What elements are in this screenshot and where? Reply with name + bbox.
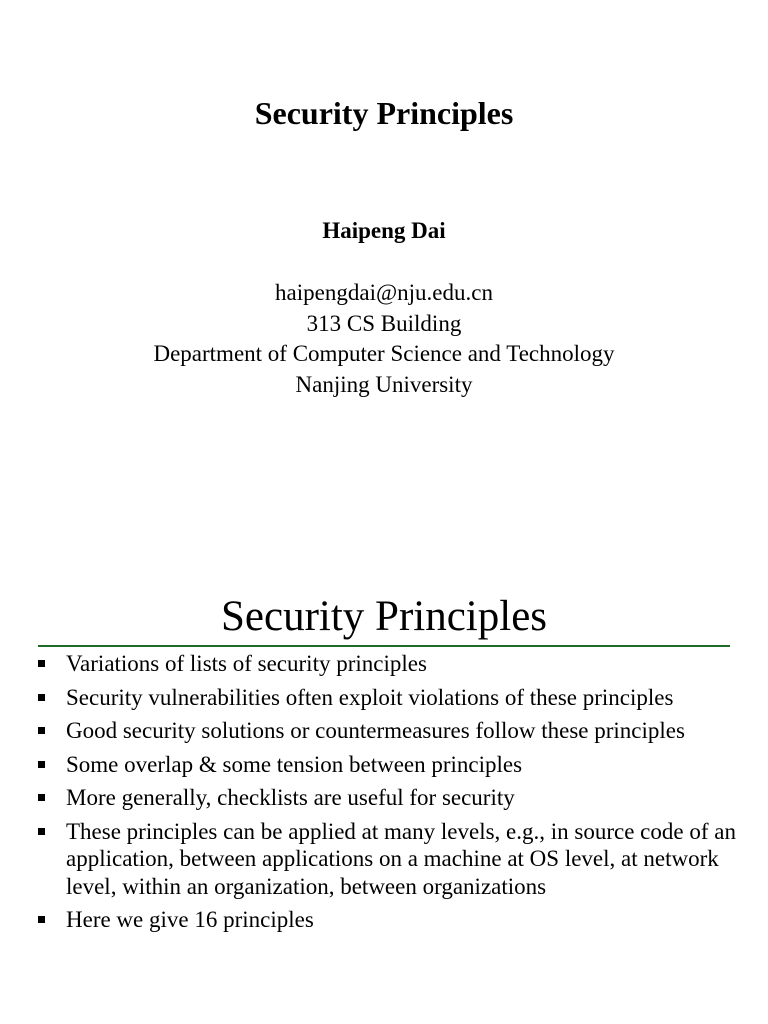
list-item-text: Some overlap & some tension between principles	[66, 751, 523, 777]
author-email: haipengdai@nju.edu.cn	[275, 280, 493, 305]
square-bullet-icon	[38, 761, 45, 768]
square-bullet-icon	[38, 828, 45, 835]
title-divider	[38, 645, 730, 647]
list-item	[0, 650, 768, 678]
square-bullet-icon	[38, 727, 45, 734]
list-item-text: Security vulnerabilities often exploit violations of these principles	[66, 684, 674, 710]
list-item	[0, 818, 768, 901]
slide-heading: Security Principles	[220, 593, 548, 640]
list-item-text: Variations of lists of security principles	[66, 651, 427, 676]
square-bullet-icon	[38, 660, 45, 667]
list-item	[0, 751, 768, 779]
list-item-text: These principles can be applied at many levels, e.g., in source code of an application, between applications on a machine at OS level, at network level, within an organization, between organizations	[66, 818, 736, 899]
list-item-text: Here we give 16 principles	[66, 907, 314, 932]
author-department: Department of Computer Science and Technology	[153, 341, 615, 366]
list-item	[0, 906, 768, 934]
list-item-text: Good security solutions or countermeasures follow these principles	[66, 718, 685, 743]
author-contact	[0, 278, 768, 400]
square-bullet-icon	[38, 916, 45, 923]
author-university: Nanjing University	[295, 371, 473, 397]
bullet-list	[0, 650, 768, 940]
content-slide	[0, 520, 768, 1024]
list-item	[0, 784, 768, 812]
slide-title: Security Principles	[254, 95, 514, 131]
author-name: Haipeng Dai	[322, 218, 446, 243]
list-item	[0, 684, 768, 712]
square-bullet-icon	[38, 794, 45, 801]
list-item	[0, 717, 768, 745]
list-item-text: More generally, checklists are useful for security	[66, 785, 515, 810]
author-office: 313 CS Building	[306, 310, 462, 336]
square-bullet-icon	[38, 694, 45, 701]
